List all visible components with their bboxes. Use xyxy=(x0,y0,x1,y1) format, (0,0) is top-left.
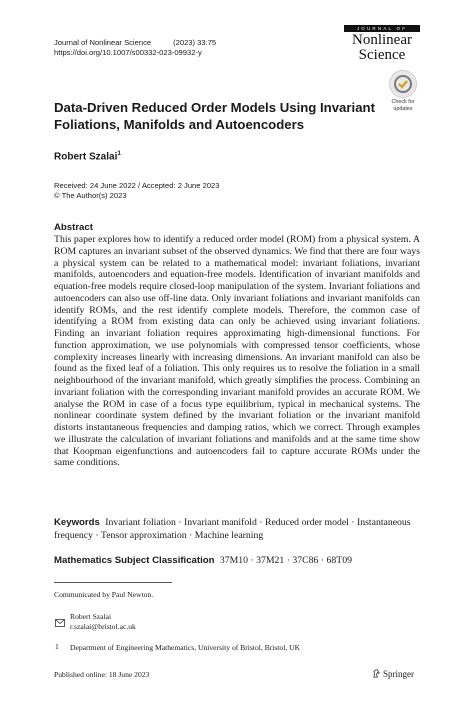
abstract-heading: Abstract xyxy=(54,222,93,233)
contact-name: Robert Szalai xyxy=(70,612,112,621)
journal-name: Journal of Nonlinear Science xyxy=(54,38,152,47)
author-affiliation-marker: 1 xyxy=(117,150,121,157)
abstract-body: This paper explores how to identify a reduced order model (ROM) from a physical system. A ROM captures an invariant subset of the observed dynamics. We find that there are four ways a physical system can be related to a mathematical model: invariant foliations, invariant manifolds, autoencoders and equation-free models. Identification of invariant manifolds and equation-free models require closed-loop manipulation of the system. Invariant foliations and autoencoders can also use off-line data. Only invariant foliations and invariant manifolds can identify ROMs, and the rest identify complete models. Therefore, the common case of identifying a ROM from existing data can only be achieved using invariant foliations. Finding an invariant foliation requires approximating high-dimensional functions. For function approximation, we use polynomials with compressed tensor coefficients, whose complexity increases linearly with increasing dimensions. An invariant manifold can also be found as the fixed leaf of a foliation. This only requires us to resolve the foliation in a small neighbourhood of the invariant manifold, which greatly simplifies the process. Combining an invariant foliation with the corresponding invariant manifold provides an accurate ROM. We analyse the ROM in case of a focus type equilibrium, typical in mechanical systems. The nonlinear coordinate system defined by the invariant foliation or the invariant manifold distorts instantaneous frequencies and damping ratios, which we correct. Through examples we illustrate the calculation of invariant foliations and manifolds and at the same time show that Koopman eigenfunctions and autoencoders fail to capture accurate ROMs under the same conditions. xyxy=(54,234,420,469)
author-name xyxy=(54,150,121,162)
keywords-text: Invariant foliation · Invariant manifold · Reduced order model · Instantaneous frequency · Tensor approximation · Machine learning xyxy=(54,517,411,541)
journal-logo-line2: Science xyxy=(358,47,406,63)
check-updates-icon xyxy=(389,70,417,98)
affiliation-text: Department of Engineering Mathematics, University of Bristol, Bristol, UK xyxy=(70,643,301,652)
published-online: Published online: 18 June 2023 xyxy=(54,670,150,679)
springer-horse-icon xyxy=(372,669,381,678)
corresponding-author xyxy=(70,612,136,632)
copyright-line: © The Author(s) 2023 xyxy=(54,191,127,200)
check-updates-line2: updates xyxy=(393,106,413,112)
msc-codes: 37M10 · 37M21 · 37C86 · 68T09 xyxy=(219,555,352,566)
journal-citation xyxy=(54,38,216,47)
msc-label: Mathematics Subject Classification xyxy=(54,555,215,566)
subject-classification xyxy=(54,555,352,566)
envelope-icon xyxy=(55,614,65,632)
publisher-name: Springer xyxy=(383,669,414,679)
keywords xyxy=(54,517,424,542)
journal-volume: (2023) 33:75 xyxy=(173,38,217,47)
communicated-by: Communicated by Paul Newton. xyxy=(54,590,154,599)
journal-logo-line1: Nonlinear xyxy=(352,32,412,48)
doi-link[interactable]: https://doi.org/10.1007/s00332-023-09932-y xyxy=(54,48,202,57)
journal-logo-bar: JOURNAL OF xyxy=(344,25,420,32)
check-for-updates-button[interactable] xyxy=(386,70,420,112)
contact-email-link[interactable]: r.szalai@bristol.ac.uk xyxy=(70,622,136,631)
journal-logo xyxy=(344,25,420,62)
article-title: Data-Driven Reduced Order Models Using Invariant Foliations, Manifolds and Autoencoders xyxy=(54,100,375,132)
affiliation-number: 1 xyxy=(55,642,59,651)
received-accepted: Received: 24 June 2022 / Accepted: 2 June 2023 xyxy=(54,181,220,190)
footnote-divider xyxy=(54,582,172,583)
article-dates xyxy=(54,181,220,201)
publisher-logo xyxy=(372,669,414,679)
author-name-text: Robert Szalai xyxy=(54,151,118,163)
keywords-label: Keywords xyxy=(54,517,100,528)
check-updates-line1: Check for xyxy=(391,99,415,105)
